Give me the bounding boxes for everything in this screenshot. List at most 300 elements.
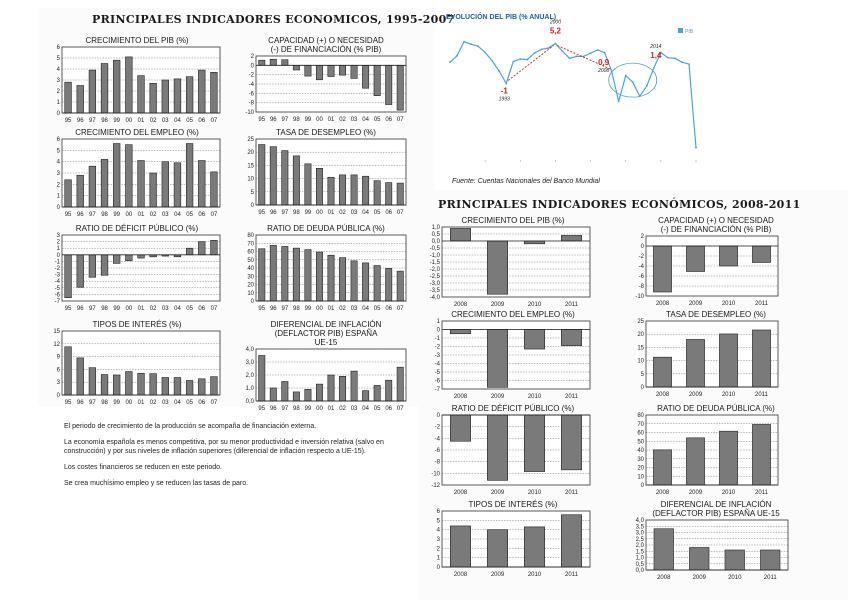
y-tick-label: 50 <box>247 257 254 264</box>
bar <box>561 415 581 470</box>
bar <box>653 450 671 485</box>
y-tick-label: -6 <box>54 292 60 299</box>
bar <box>101 375 108 395</box>
bar <box>77 86 84 114</box>
bar <box>198 70 205 113</box>
y-tick-label: -2,5 <box>429 274 440 280</box>
x-tick-label: 95 <box>258 406 266 412</box>
x-tick-label: 03 <box>161 118 169 124</box>
bar-chart <box>238 234 414 316</box>
x-tick-label: 96 <box>269 117 277 123</box>
data-point <box>576 56 578 58</box>
bar <box>186 248 193 255</box>
y-tick-label: -4 <box>248 82 254 88</box>
data-point <box>625 75 627 77</box>
bar <box>450 228 470 241</box>
y-tick-label: 0 <box>56 205 60 211</box>
x-tick-label: 04 <box>362 117 369 123</box>
bar-chart <box>424 226 602 312</box>
y-tick-label: 4 <box>56 67 60 73</box>
data-point <box>498 70 500 72</box>
y-tick-label: 1 <box>56 193 60 200</box>
y-tick-label: 0 <box>250 203 254 209</box>
bar <box>162 162 169 207</box>
x-tick-label: 06 <box>385 117 393 123</box>
bar-chart-panel <box>628 500 804 596</box>
y-tick-label: -2,0 <box>429 267 440 273</box>
x-tick-label: 97 <box>89 400 96 406</box>
bar <box>174 79 181 113</box>
x-tick-label: 2010 <box>721 490 736 496</box>
x-tick-label: 97 <box>89 118 96 124</box>
bar <box>752 246 770 263</box>
bar <box>150 173 157 207</box>
y-tick-label: 6 <box>56 137 60 143</box>
x-tick-label: 2010 <box>527 490 542 496</box>
bar <box>293 248 299 301</box>
x-tick-label: 04 <box>362 306 369 312</box>
bar <box>524 330 544 350</box>
bar <box>113 375 120 395</box>
bar <box>126 255 133 261</box>
bar <box>259 145 265 205</box>
y-tick-label: 4 <box>436 527 440 534</box>
chart-title: RATIO DE DÉFICIT PÚBLICO (%) <box>451 404 575 413</box>
bar <box>65 180 72 207</box>
x-tick-label: 04 <box>174 212 181 218</box>
x-tick-label: 2010 <box>527 302 542 308</box>
y-tick-label: -8 <box>434 459 440 466</box>
y-tick-label: 70 <box>247 241 254 248</box>
bar <box>305 389 311 401</box>
bar-chart <box>628 320 804 406</box>
x-tick-label: 97 <box>281 306 289 312</box>
x-tick-label: 2008 <box>655 392 670 398</box>
y-tick-label: 0,5 <box>635 561 644 568</box>
bar <box>351 65 357 78</box>
pib-source-note: Fuente: Cuentas Nacionales del Banco Mundial <box>452 178 600 185</box>
x-tick-label: 97 <box>281 406 289 412</box>
bar <box>113 255 120 264</box>
bar-chart <box>424 414 602 496</box>
y-tick-label: 5 <box>436 518 440 525</box>
y-tick-label: 2,5 <box>635 536 644 543</box>
bar <box>198 379 205 395</box>
x-tick-label: 05 <box>186 306 193 312</box>
data-point <box>519 58 521 60</box>
chart-title: CAPACIDAD (+) O NECESIDAD (-) DE FINANCIACIÓN (% PIB) <box>658 216 774 234</box>
bar <box>450 330 470 334</box>
y-tick-label: -10 <box>245 110 254 116</box>
bar <box>65 82 72 113</box>
x-tick-label: 03 <box>350 406 358 412</box>
bar <box>328 65 334 76</box>
x-tick-label: 07 <box>396 406 404 412</box>
y-tick-label: -4 <box>54 279 60 286</box>
y-tick-label: 2,0 <box>245 373 254 379</box>
x-tick-label: 2008 <box>453 572 468 578</box>
bar <box>487 241 507 294</box>
bar <box>282 151 288 205</box>
bar <box>126 57 133 113</box>
bar <box>686 339 704 387</box>
y-tick-label: -1 <box>54 259 60 266</box>
bar-chart-panel <box>628 404 804 496</box>
x-tick-label: 99 <box>304 210 312 216</box>
x-tick-label: 2010 <box>728 575 742 581</box>
data-point <box>456 55 458 57</box>
bar <box>339 175 345 205</box>
bar <box>259 249 265 301</box>
data-point <box>604 52 606 54</box>
x-tick-label: 00 <box>316 210 323 216</box>
x-tick-label: 2011 <box>763 575 777 581</box>
x-tick-label: 01 <box>327 406 335 412</box>
x-tick-label: 06 <box>198 118 206 124</box>
data-point <box>526 59 528 61</box>
bar <box>186 380 193 395</box>
x-tick-label: 2008 <box>657 575 671 581</box>
bar <box>386 380 392 401</box>
x-tick-label: 95 <box>258 210 266 216</box>
x-tick-label: 2009 <box>688 392 703 398</box>
y-tick-label: 1 <box>56 246 60 253</box>
y-tick-label: -4 <box>434 361 440 368</box>
chart-title: RATIO DE DEUDA PÚBLICA (%) <box>267 224 385 233</box>
bar-chart-panel <box>424 500 602 596</box>
bar-chart <box>628 414 804 496</box>
y-tick-label: 3 <box>56 171 60 177</box>
y-tick-label: 15 <box>637 345 644 352</box>
y-tick-label: 0 <box>250 299 254 305</box>
y-tick-label: 10 <box>247 176 254 183</box>
x-tick-label: 96 <box>76 306 84 312</box>
note-paragraph: El periodo de crecimiento de la producción se acompaña de financiación externa. <box>64 423 317 430</box>
bar-chart-panel <box>44 36 230 124</box>
bar <box>89 368 96 395</box>
y-tick-label: -8 <box>248 100 254 107</box>
x-tick-label: 07 <box>396 306 404 312</box>
bar <box>524 241 544 244</box>
x-tick-label: 02 <box>339 306 346 312</box>
y-tick-label: 0 <box>640 244 644 250</box>
x-tick-label: 2011 <box>755 392 768 398</box>
y-tick-label: 80 <box>247 233 254 239</box>
y-tick-label: 3,5 <box>635 524 644 531</box>
x-tick-label: 01 <box>137 212 145 218</box>
x-tick-label: 99 <box>113 306 121 312</box>
x-tick-label: 2009 <box>688 490 703 496</box>
y-tick-label: 20 <box>247 150 254 157</box>
bar <box>686 438 704 485</box>
x-tick-label: 2009 <box>490 394 505 400</box>
bar-chart <box>238 138 414 220</box>
chart-title: CRECIMIENTO DEL PIB (%) <box>461 216 565 225</box>
data-point <box>477 45 479 47</box>
x-tick-label: 97 <box>281 117 289 123</box>
bar <box>351 371 357 401</box>
y-tick-label: -6 <box>434 378 440 385</box>
y-tick-label: 0 <box>640 385 644 391</box>
x-tick-label: 05 <box>373 306 381 312</box>
bar <box>270 147 276 205</box>
x-tick-label: 00 <box>125 118 133 124</box>
x-tick-label: 95 <box>64 212 72 218</box>
y-tick-label: -6 <box>638 274 644 280</box>
bar <box>339 376 345 401</box>
bar <box>305 65 311 76</box>
x-tick-label: 03 <box>350 306 358 312</box>
bar-chart-panel <box>238 36 414 126</box>
annotation <box>549 20 562 36</box>
bar-chart <box>44 330 230 412</box>
bar <box>351 261 357 301</box>
x-tick-label: 05 <box>373 117 381 123</box>
x-tick-label: 07 <box>396 210 404 216</box>
y-tick-label: 3 <box>56 233 60 239</box>
x-tick-label: 03 <box>161 212 169 218</box>
y-tick-label: 2 <box>56 182 60 189</box>
y-tick-label: 30 <box>247 274 254 281</box>
x-tick-label: 00 <box>316 306 323 312</box>
bar <box>328 375 334 401</box>
bar <box>397 183 403 205</box>
data-point <box>597 49 599 51</box>
y-tick-label: 1,5 <box>635 549 644 556</box>
y-tick-label: -0,5 <box>429 246 440 252</box>
y-tick-label: 3 <box>56 78 60 84</box>
bar <box>339 65 345 75</box>
bar <box>316 252 322 301</box>
x-tick-label: 96 <box>269 406 277 412</box>
bar <box>386 268 392 301</box>
bar <box>126 372 133 395</box>
y-tick-label: 1 <box>436 319 440 325</box>
bar-chart <box>628 519 804 596</box>
x-tick-label: 05 <box>186 118 193 124</box>
x-tick-label: 98 <box>293 406 300 412</box>
y-tick-label: 3,0 <box>245 360 254 366</box>
bar <box>397 271 403 301</box>
y-tick-label: 5 <box>56 148 60 155</box>
bar <box>328 177 334 205</box>
bar <box>362 391 368 401</box>
annotation-value: 1,4 <box>650 50 662 60</box>
bar <box>719 246 737 266</box>
data-point <box>463 41 465 43</box>
bar <box>138 76 145 113</box>
x-tick-label: 97 <box>89 306 96 312</box>
x-tick-label: 98 <box>293 306 300 312</box>
data-point <box>695 147 697 149</box>
y-tick-label: 5 <box>56 56 60 62</box>
y-tick-label: 1 <box>436 555 440 562</box>
bar-chart-panel <box>424 404 602 496</box>
bar <box>654 529 674 570</box>
bar-chart-panel <box>238 320 414 412</box>
annotation-value: -1 <box>500 86 508 96</box>
bar <box>760 550 780 570</box>
chart-title: CRECIMIENTO DEL PIB (%) <box>85 36 189 45</box>
data-point <box>646 85 648 87</box>
bar <box>524 527 544 567</box>
x-tick-label: 97 <box>89 212 96 218</box>
x-tick-label: 96 <box>76 400 84 406</box>
bar <box>752 424 770 485</box>
plot-background <box>446 26 706 178</box>
data-point <box>548 47 550 49</box>
bar-chart-panel <box>44 128 230 220</box>
annotation-year: 2014 <box>650 43 662 50</box>
x-tick-label: 98 <box>293 117 300 123</box>
bar <box>328 255 334 301</box>
x-tick-label: 2011 <box>565 302 578 308</box>
y-tick-label: -3 <box>54 272 60 279</box>
y-tick-label: -4 <box>638 264 644 270</box>
bar-chart-panel <box>238 128 414 220</box>
chart-title: DIFERENCIAL DE INFLACIÓN (DEFLACTOR PIB) ESPAÑA UE-15 <box>270 320 382 347</box>
x-tick-label: 02 <box>339 210 346 216</box>
legend-swatch <box>678 28 683 33</box>
bar <box>374 266 380 301</box>
x-tick-label: 2010 <box>721 301 736 307</box>
x-tick-label: 06 <box>198 306 206 312</box>
y-tick-label: -6 <box>434 448 440 454</box>
x-tick-label: 2011 <box>565 490 578 496</box>
bar <box>138 161 145 207</box>
x-tick-label: 2009 <box>490 302 505 308</box>
bar <box>524 415 544 472</box>
x-tick-label: 98 <box>101 400 108 406</box>
x-tick-label: 2011 <box>565 394 578 400</box>
x-tick-label: 96 <box>76 212 84 218</box>
bar <box>653 357 671 387</box>
y-tick-label: 6 <box>56 45 60 51</box>
y-tick-label: 3,0 <box>635 530 644 537</box>
x-tick-label: 05 <box>373 210 381 216</box>
notes-text <box>64 422 404 495</box>
bar-chart <box>44 46 230 124</box>
y-tick-label: 40 <box>247 266 254 272</box>
y-tick-label: 50 <box>637 439 644 446</box>
bar <box>316 65 322 79</box>
bar <box>561 330 581 346</box>
y-tick-label: -7 <box>54 299 60 305</box>
x-tick-label: 98 <box>101 306 108 312</box>
bar <box>305 250 311 301</box>
x-tick-label: 2008 <box>655 490 670 496</box>
bar <box>270 245 276 301</box>
x-tick-label: 04 <box>362 406 369 412</box>
x-tick-label: 95 <box>258 306 266 312</box>
y-tick-label: 2,0 <box>635 543 644 549</box>
x-tick-label: 04 <box>174 306 181 312</box>
y-tick-label: 2 <box>250 54 254 60</box>
y-tick-label: -7 <box>434 387 440 393</box>
note-paragraph: Los costes financieros se reducen en este periodo. <box>64 464 222 471</box>
bar-chart-panel <box>628 310 804 406</box>
y-tick-label: 10 <box>637 358 644 365</box>
bar-chart <box>44 138 230 220</box>
bar <box>211 172 218 207</box>
x-tick-label: 02 <box>149 400 157 406</box>
y-tick-label: 1,0 <box>245 386 254 392</box>
pib-line-title: EVOLUCIÓN DEL PIB (% ANUAL) <box>446 14 557 21</box>
bar-chart <box>628 235 804 312</box>
x-tick-label: 2008 <box>453 302 468 308</box>
x-tick-label: 99 <box>113 400 121 406</box>
y-tick-label: 20 <box>637 332 644 339</box>
y-tick-label: 2 <box>56 239 60 246</box>
y-tick-label: 1 <box>56 100 60 106</box>
bar <box>101 64 108 114</box>
data-point <box>562 50 564 52</box>
bar <box>293 156 299 205</box>
data-point <box>653 67 655 69</box>
data-point <box>632 81 634 83</box>
bar-chart <box>424 510 602 596</box>
bar <box>113 60 120 113</box>
x-tick-label: 01 <box>137 306 145 312</box>
bar <box>487 415 507 480</box>
bar <box>101 255 108 275</box>
annotation-year: 2000 <box>549 19 561 26</box>
chart-title: DIFERENCIAL DE INFLACIÓN (DEFLACTOR PIB) ESPAÑA UE-15 <box>652 500 780 518</box>
x-tick-label: 02 <box>149 306 157 312</box>
bar <box>174 378 181 395</box>
y-tick-label: 0 <box>436 413 440 419</box>
bar <box>561 515 581 567</box>
bar <box>211 377 218 395</box>
x-tick-label: 00 <box>125 212 133 218</box>
y-tick-label: 2 <box>56 89 60 95</box>
x-tick-label: 2010 <box>721 392 736 398</box>
x-tick-label: 99 <box>304 306 312 312</box>
data-point <box>569 57 571 59</box>
data-point <box>533 52 535 54</box>
y-tick-label: 1,0 <box>635 555 644 562</box>
x-tick-label: 99 <box>113 118 121 124</box>
bar <box>270 388 276 401</box>
x-tick-label: 2011 <box>755 301 768 307</box>
bar <box>211 72 218 113</box>
chart-title: TIPOS DE INTERÉS (%) <box>468 500 558 509</box>
y-tick-label: 0 <box>56 252 60 259</box>
bar <box>113 144 120 207</box>
y-tick-label: 70 <box>637 421 644 428</box>
bar <box>186 144 193 207</box>
data-point <box>555 43 557 45</box>
y-tick-label: -3,5 <box>429 288 440 294</box>
data-point <box>512 61 514 63</box>
chart-title: CRECIMIENTO DEL EMPLEO (%) <box>451 310 575 319</box>
y-tick-label: 0 <box>436 565 440 571</box>
x-tick-label: 01 <box>327 210 335 216</box>
y-tick-label: -12 <box>431 483 440 489</box>
x-tick-label: 2008 <box>453 394 468 400</box>
bar <box>397 367 403 401</box>
x-tick-label: 01 <box>137 118 145 124</box>
x-tick-label: 05 <box>186 212 193 218</box>
y-tick-label: -2 <box>434 344 440 351</box>
y-tick-label: 60 <box>247 249 254 256</box>
x-tick-label: 07 <box>210 306 218 312</box>
data-point <box>681 61 683 63</box>
bar <box>282 246 288 301</box>
chart-title: CRECIMIENTO DEL EMPLEO (%) <box>75 128 199 137</box>
x-tick-label: 95 <box>64 118 72 124</box>
bar <box>374 65 380 95</box>
